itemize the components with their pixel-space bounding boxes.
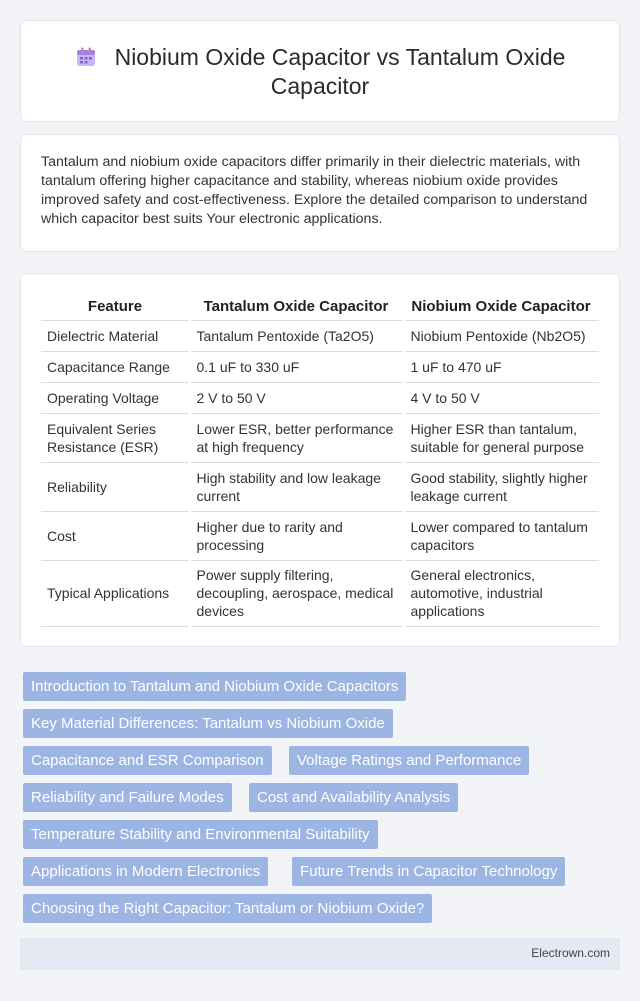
niobium-cell: Higher ESR than tantalum, suitable for general purpose bbox=[403, 413, 599, 462]
topic-link[interactable]: Choosing the Right Capacitor: Tantalum or Niobium Oxide? bbox=[23, 894, 432, 923]
footer bbox=[20, 938, 620, 970]
niobium-cell: Niobium Pentoxide (Nb2O5) bbox=[403, 320, 599, 351]
feature-cell: Typical Applications bbox=[41, 560, 189, 626]
feature-cell: Capacitance Range bbox=[41, 351, 189, 382]
header-feature: Feature bbox=[41, 294, 189, 320]
topic-link[interactable]: Capacitance and ESR Comparison bbox=[23, 746, 272, 775]
feature-cell: Equivalent Series Resistance (ESR) bbox=[41, 413, 189, 462]
topic-link[interactable]: Applications in Modern Electronics bbox=[23, 857, 268, 886]
footer-site-name: Electrown.com bbox=[531, 946, 610, 960]
topic-link[interactable]: Cost and Availability Analysis bbox=[249, 783, 458, 812]
title-card bbox=[20, 20, 620, 122]
table-row bbox=[41, 462, 599, 511]
feature-cell: Cost bbox=[41, 511, 189, 560]
title-text: Niobium Oxide Capacitor vs Tantalum Oxide Capacitor bbox=[114, 44, 566, 99]
table-row bbox=[41, 320, 599, 351]
table-row bbox=[41, 351, 599, 382]
tantalum-cell: 0.1 uF to 330 uF bbox=[189, 351, 403, 382]
table-row bbox=[41, 382, 599, 413]
table-header-row bbox=[41, 294, 599, 320]
header-tantalum: Tantalum Oxide Capacitor bbox=[189, 294, 403, 320]
niobium-cell: General electronics, automotive, industrial applications bbox=[403, 560, 599, 626]
comparison-table bbox=[41, 294, 599, 627]
topic-link[interactable]: Temperature Stability and Environmental Suitability bbox=[23, 820, 378, 849]
intro-paragraph: Tantalum and niobium oxide capacitors differ primarily in their dielectric materials, with tantalum offering higher capacitance and stability, whereas niobium oxide provides improved safety and cost-effectiveness. Explore the detailed comparison to understand which capacitor best suits Your electronic applications. bbox=[41, 154, 588, 227]
topic-link[interactable]: Future Trends in Capacitor Technology bbox=[292, 857, 565, 886]
niobium-cell: 4 V to 50 V bbox=[403, 382, 599, 413]
comparison-table-card bbox=[20, 273, 620, 647]
page-title bbox=[51, 43, 589, 101]
topic-link[interactable]: Introduction to Tantalum and Niobium Oxide Capacitors bbox=[23, 672, 406, 701]
topic-link[interactable]: Voltage Ratings and Performance bbox=[289, 746, 529, 775]
tantalum-cell: Lower ESR, better performance at high frequency bbox=[189, 413, 403, 462]
table-row bbox=[41, 511, 599, 560]
feature-cell: Operating Voltage bbox=[41, 382, 189, 413]
tantalum-cell: Power supply filtering, decoupling, aerospace, medical devices bbox=[189, 560, 403, 626]
topic-link[interactable]: Key Material Differences: Tantalum vs Niobium Oxide bbox=[23, 709, 393, 738]
tantalum-cell: Higher due to rarity and processing bbox=[189, 511, 403, 560]
tantalum-cell: High stability and low leakage current bbox=[189, 462, 403, 511]
tantalum-cell: Tantalum Pentoxide (Ta2O5) bbox=[189, 320, 403, 351]
intro-card bbox=[20, 134, 620, 252]
table-row bbox=[41, 413, 599, 462]
niobium-cell: Lower compared to tantalum capacitors bbox=[403, 511, 599, 560]
feature-cell: Reliability bbox=[41, 462, 189, 511]
niobium-cell: Good stability, slightly higher leakage current bbox=[403, 462, 599, 511]
tantalum-cell: 2 V to 50 V bbox=[189, 382, 403, 413]
niobium-cell: 1 uF to 470 uF bbox=[403, 351, 599, 382]
calendar-icon bbox=[75, 46, 97, 68]
topic-link[interactable]: Reliability and Failure Modes bbox=[23, 783, 232, 812]
feature-cell: Dielectric Material bbox=[41, 320, 189, 351]
table-row bbox=[41, 560, 599, 626]
header-niobium: Niobium Oxide Capacitor bbox=[403, 294, 599, 320]
